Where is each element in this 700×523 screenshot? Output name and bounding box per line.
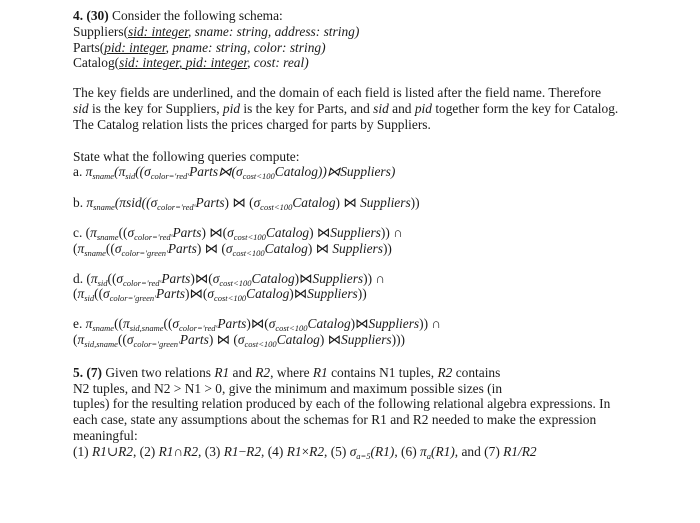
q5-text: , (3) [198,443,224,459]
expr-text: ( [114,164,119,180]
relation-name: R2 [309,443,325,459]
q5-line-6 [73,444,683,460]
para-line-1: The key fields are underlined, and the domain of each field is listed after the field name. Therefore [73,85,602,101]
query-d-line-1 [73,271,683,287]
expr-text: ) ⋈( [201,224,228,240]
expr-text: (( [94,286,104,302]
schema-suppliers [73,24,683,40]
join-symbol: ⋈ [218,164,232,180]
q4-heading [73,8,683,24]
pi-symbol: π [77,331,85,347]
subscript: cost<100 [242,171,275,182]
query-e-line-2 [73,332,683,348]
schema-parts [73,40,683,56]
q5-number: 5. (7) [73,364,103,380]
expr-text: )) [382,240,392,256]
expr-text: Parts [189,164,219,180]
query-label: a. [73,164,86,180]
pi-symbol: π [86,195,94,211]
expr-text: Suppliers [341,331,392,347]
expr-text: ( [73,240,78,256]
subscript: cost<100 [219,277,252,288]
q5-line-5: meaningful: [73,427,138,443]
subscript: sid [97,277,108,288]
q5-line-4: each case, state any assumptions about the schemas for R1 and R2 needed to make the expression [73,412,597,428]
relation-name: (R1) [430,443,455,459]
schema-key-field: sid: integer [119,55,179,71]
sigma-symbol: σ [127,224,135,240]
expr-text: Parts [195,195,225,211]
q5-text: , and (7) [454,443,504,459]
expr-text: ))) [391,331,406,347]
relation-name: R1/R2 [503,443,537,459]
query-e-line-1 [73,316,683,332]
expr-text: (( [135,164,145,180]
subscript: cost<100 [260,202,293,213]
expr-text: ) ⋈ [307,240,333,256]
para-term: pid [222,100,241,116]
expr-text: Suppliers) [340,164,396,180]
expr-text: ) ⋈ [309,224,331,240]
expr-text: (( [117,331,127,347]
expr-text: Parts [172,224,202,240]
expr-text: Catalog [307,316,351,332]
q5-text: , where [270,364,313,380]
expr-text: Parts [217,316,247,332]
sigma-symbol: σ [114,240,122,256]
q5-line-1 [73,365,683,381]
q5-text: contains N1 tuples, [327,364,438,380]
expr-text: Parts [156,286,186,302]
expr-text: Suppliers [307,286,358,302]
sigma-symbol: σ [227,224,234,240]
expr-text: ))⋈ [317,164,341,180]
subscript: sid [125,171,136,182]
query-c-line-1 [73,225,683,241]
expr-text: (πsid(( [114,195,151,211]
subscript: sname [96,231,119,242]
pi-symbol: π [77,240,85,256]
operator: ∩ [173,443,184,459]
q4-number: 4. (30) [73,8,109,23]
subscript: sid,sname [84,338,118,349]
expr-text: (( [118,224,128,240]
subscript: a=5 [356,450,371,461]
subscript: color='green' [133,338,180,349]
expr-text: )⋈( [185,286,208,302]
q5-text: Given two relations [102,364,215,380]
subscript: color='red' [179,323,218,334]
sigma-symbol: σ [207,286,214,302]
expr-text: ( [73,286,78,302]
subscript: sid,sname [129,323,164,334]
pi-symbol: π [420,443,427,459]
relation-name: R1 [312,364,328,380]
q5-text: , (2) [132,443,159,459]
query-label: e. [73,316,86,332]
subscript: color='green' [109,293,156,304]
para-term: pid [414,100,432,116]
q5-text: and [229,364,256,380]
sigma-symbol: σ [349,443,357,459]
relation-name: R2 [255,364,271,380]
relation-name: (R1) [370,443,395,459]
pi-symbol: π [85,164,93,180]
q5-text: , (6) [394,443,421,459]
subscript: cost<100 [233,231,266,242]
subscript: sid [84,293,95,304]
expr-text: Suppliers [332,240,383,256]
query-a [73,164,683,180]
q4-heading-text: Consider the following schema: [108,8,283,23]
para-term: sid [73,100,89,116]
sigma-symbol: σ [237,331,245,347]
expr-text: )⋈ [350,316,369,332]
expr-text: )⋈ [294,270,313,286]
sigma-symbol: σ [116,270,124,286]
expr-text: )) ∩ [380,224,403,240]
expr-text: Catalog [246,286,290,302]
sigma-symbol: σ [235,164,243,180]
q5-line-3: tuples) for the resulting relation produced by each of the following relational algebra expressions. In [73,396,611,412]
expr-text: )⋈( [190,270,213,286]
expr-text: Catalog [276,331,320,347]
pi-symbol: π [85,316,93,332]
relation-name: R2 [246,443,262,459]
sigma-symbol: σ [103,286,110,302]
pi-symbol: π [118,164,126,180]
operator: − [238,443,247,459]
expr-text: )) [410,195,420,211]
schema-rel-name: Parts( [73,39,105,55]
subscript: color='red' [150,171,190,182]
para-text: is the key for Suppliers, [88,100,223,116]
query-d-line-2 [73,286,683,302]
expr-text: ) ⋈ ( [224,195,254,211]
para-text: together form the key for Catalog. [431,100,619,116]
subscript: cost<100 [232,247,265,258]
expr-text: ) ⋈ ( [196,240,226,256]
subscript: color='red' [134,231,173,242]
pi-symbol: π [123,316,130,332]
expr-text: )) [357,286,367,302]
q5-text: contains [452,364,501,380]
expr-text: )) ∩ [419,316,442,332]
subscript: sname [92,171,115,182]
subscript: a [426,450,431,461]
subscript: cost<100 [244,338,277,349]
expr-text: Catalog [274,164,318,180]
subscript: color='red' [157,202,196,213]
expr-text: )) ∩ [363,270,386,286]
para-term: sid [373,100,389,116]
query-label: b. [73,195,87,211]
sigma-symbol: σ [253,195,261,211]
schema-catalog [73,55,683,71]
query-label: d. ( [73,270,91,286]
expr-text: Suppliers [330,224,381,240]
sigma-symbol: σ [225,240,233,256]
expr-text: )⋈( [246,316,269,332]
query-label: c. ( [73,224,91,240]
expr-text: Catalog [251,270,295,286]
q5-text: , (5) [324,443,350,459]
relation-name: R1 [91,443,107,459]
sigma-symbol: σ [172,316,180,332]
expr-text: Suppliers [312,270,364,286]
pi-symbol: π [90,270,98,286]
pi-symbol: π [90,224,97,240]
expr-text: ) ⋈ ( [208,331,238,347]
expr-text: ) ⋈ [335,195,361,211]
schema-fields: , pname: string, color: string) [165,39,326,55]
sigma-symbol: σ [144,164,151,180]
relation-name: R2 [118,443,133,459]
schema-rel-name: Suppliers( [73,23,129,39]
subscript: cost<100 [275,323,308,334]
expr-text: Suppliers [368,316,420,332]
para-line-2 [73,101,683,117]
sigma-symbol: σ [268,316,276,332]
q5-text: , (4) [261,443,287,459]
expr-text: Catalog [265,224,310,240]
expr-text: )⋈ [289,286,308,302]
relation-name: R2 [183,443,199,459]
expr-text: Catalog [264,240,308,256]
para-text: and [388,100,415,116]
expr-text: ( [231,164,236,180]
subscript: sname [93,202,115,213]
relation-name: R1 [286,443,302,459]
sigma-symbol: σ [212,270,220,286]
expr-text: Catalog [292,195,336,211]
q5-text: (1) [73,443,92,459]
expr-text: (( [107,270,117,286]
subscript: color='red' [123,277,162,288]
sigma-symbol: σ [150,195,158,211]
query-b [73,195,683,211]
schema-fields: , sname: string, address: string) [187,23,360,39]
relation-name: R1 [223,443,239,459]
expr-text: Parts [161,270,191,286]
expr-text: (( [114,316,124,332]
expr-text: Parts [179,331,209,347]
expr-text: (( [105,240,115,256]
subscript: color='green' [121,247,168,258]
q5-line-2: N2 tuples, and N2 > N1 > 0, give the minimum and maximum possible sizes (in [73,380,503,396]
operator: × [301,443,310,459]
pi-symbol: π [77,286,85,302]
sigma-symbol: σ [126,331,134,347]
expr-text: (( [163,316,173,332]
relation-name: R2 [437,364,453,380]
subscript: sname [84,247,106,258]
schema-separator: , [179,55,186,71]
expr-text: Suppliers [360,195,411,211]
expr-text: Parts [167,240,197,256]
relation-name: R1 [158,443,174,459]
operator: ∪ [106,443,119,459]
relation-name: R1 [214,364,230,380]
subscript: sname [92,323,115,334]
para-line-3: The Catalog relation lists the prices charged for parts by Suppliers. [73,116,431,132]
queries-intro: State what the following queries compute: [73,148,300,164]
para-text: is the key for Parts, and [240,100,374,116]
schema-fields: , cost: real) [247,55,309,71]
schema-key-field: pid: integer [185,55,248,71]
expr-text: ( [73,331,78,347]
expr-text: ) ⋈ [319,331,342,347]
schema-key-field: sid: integer [128,23,188,39]
document-page [73,8,683,460]
schema-key-field: pid: integer [104,39,166,55]
subscript: cost<100 [213,293,247,304]
schema-rel-name: Catalog( [73,55,120,71]
query-c-line-2 [73,241,683,257]
